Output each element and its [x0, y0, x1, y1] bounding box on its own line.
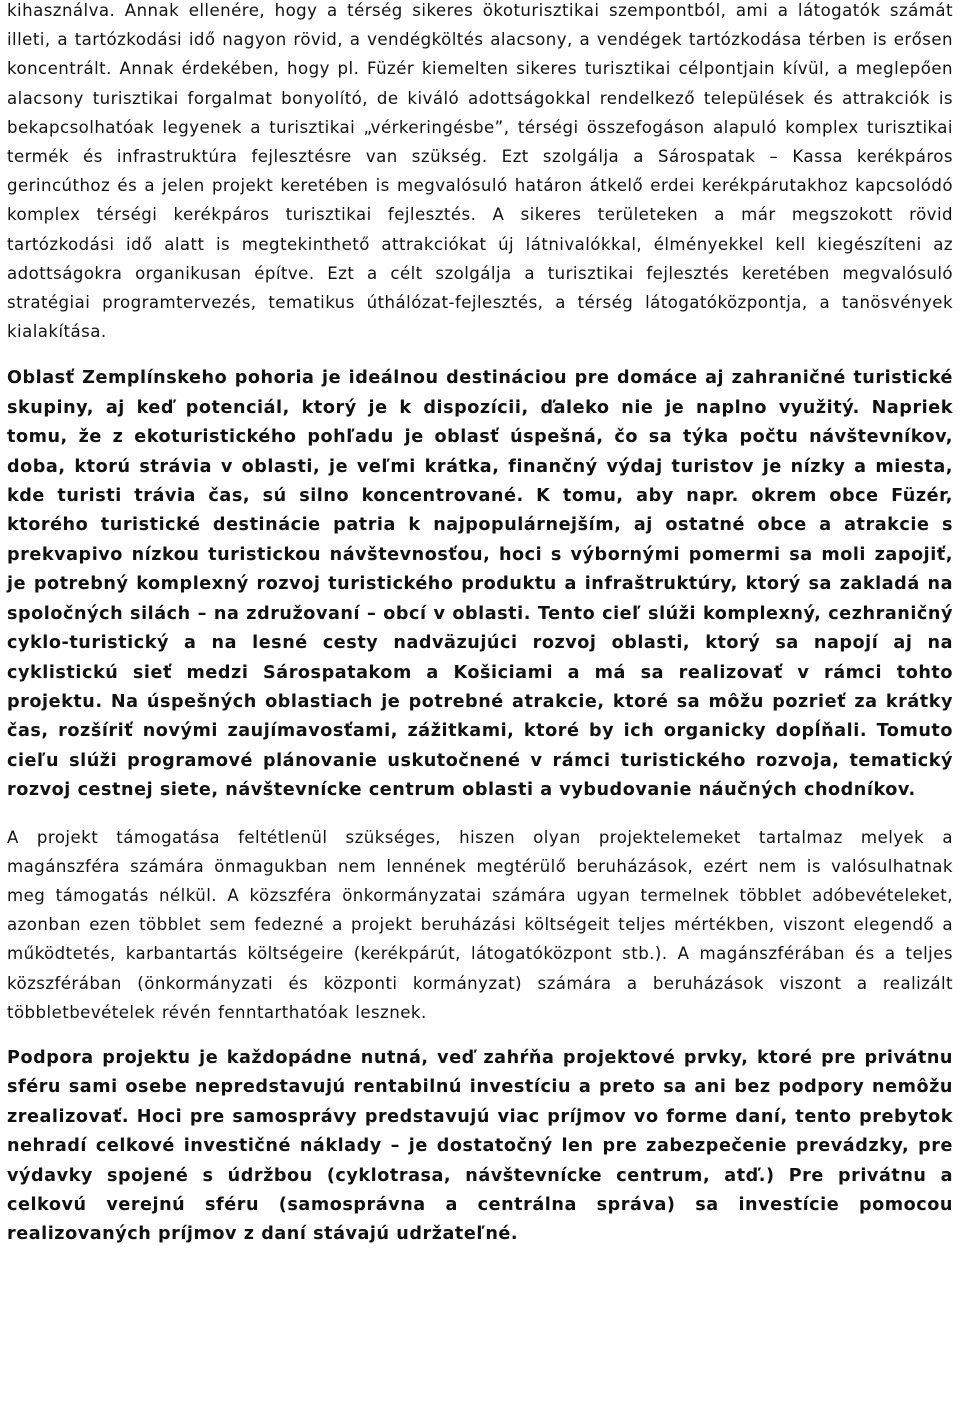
document-page [7, 0, 953, 1250]
paragraph-slovak-2: Podpora projektu je každopádne nutná, veď zahŕňa projektové prvky, ktoré pre privátnu sféru sami osebe nepredstavujú rentabilnú investíciu a preto sa ani bez podpory nemôžu zrealizovať. Hoci pre samosprávy predstavujú viac príjmov vo forme daní, tento prebytok nehradí celkové investičné náklady – je dostatočný len pre zabezpečenie prevádzky, pre výdavky spojené s údržbou (cyklotrasa, návštevnícke centrum, atď.) Pre privátnu a celkovú verejnú sféru (samosprávna a centrálna správa) sa investície pomocou realizovaných príjmov z daní stávajú udržateľné. [7, 1047, 953, 1245]
paragraph-hungarian-2: A projekt támogatása feltétlenül szükséges, hiszen olyan projektelemeket tartalmaz melyek a magánszféra számára önmagukban nem lennének megtérülő beruházások, ezért nem is valósulhatnak meg támogatás nélkül. A közszféra önkormányzatai számára ugyan termelnek többlet adóbevételeket, azonban ezen többlet sem fedezné a projekt beruházási költségeit teljes mértékben, viszont elegendő a működtetés, karbantartás költségeire (kerékpárút, látogatóközpont stb.). A magánszférában és a teljes közszférában (önkormányzati és központi kormányzat) számára a beruházások viszont a realizált többletbevételek révén fenntarthatóak lesznek. [7, 827, 953, 1022]
paragraph-hungarian-1: kihasználva. Annak ellenére, hogy a térség sikeres ökoturisztikai szempontból, ami a látogatók számát illeti, a tartózkodási idő nagyon rövid, a vendégköltés alacsony, a vendégek tartózkodása térben is erősen koncentrált. Annak érdekében, hogy pl. Füzér kiemelten sikeres turisztikai célpontjain kívül, a meglepően alacsony turisztikai forgalmat bonyolító, de kiváló adottságokkal rendelkező települések és attrakciók is bekapcsolhatóak legyenek a turisztikai „vérkeringésbe”, térségi összefogáson alapuló komplex turisztikai termék és infrastruktúra fejlesztésre van szükség. Ezt szolgálja a Sárospatak – Kassa kerékpáros gerincúthoz és a jelen projekt keretében is megvalósuló határon átkelő erdei kerékpárutakhoz kapcsolódó komplex térségi kerékpáros turisztikai fejlesztés. A sikeres területeken a már megszokott rövid tartózkodási idő alatt is megtekinthető attrakciókat új látnivalókkal, élményekkel kell kiegészíteni az adottságokra organikusan építve. Ezt a célt szolgálja a turisztikai fejlesztés keretében megvalósuló stratégiai programtervezés, tematikus úthálózat-fejlesztés, a térség látogatóközpontja, a tanösvények kialakítása. [7, 1, 953, 342]
paragraph-slovak-1: Oblasť Zemplínskeho pohoria je ideálnou destináciou pre domáce aj zahraničné turistické skupiny, aj keď potenciál, ktorý je k dispozícii, ďaleko nie je naplno využitý. Napriek tomu, že z ekoturistického pohľadu je oblasť úspešná, čo sa týka počtu návštevníkov, doba, ktorú strávia v oblasti, je veľmi krátka, finančný výdaj turistov je nízky a miesta, kde turisti trávia čas, sú silno koncentrované. K tomu, aby napr. okrem obce Füzér, ktorého turistické destinácie patria k najpopulárnejším, aj ostatné obce a atrakcie s prekvapivo nízkou turistickou návštevnosťou, hoci s výbornými pomermi sa moli zapojiť, je potrebný komplexný rozvoj turistického produktu a infraštruktúry, ktorý sa zakladá na spoločných silách – na združovaní – obcí v oblasti. Tento cieľ slúži komplexný, cezhraničný cyklo-turistický a na lesné cesty nadväzujúci rozvoj oblasti, ktorý sa napojí aj na cyklistickú sieť medzi Sárospatakom a Košiciami a má sa realizovať v rámci tohto projektu. Na úspešných oblastiach je potrebné atrakcie, ktoré sa môžu pozrieť za krátky čas, rozšíriť novými zaujímavosťami, zážitkami, ktoré by ich organicky dopĺňali. Tomuto cieľu slúži programové plánovanie uskutočnené v rámci turistického rozvoja, tematický rozvoj cestnej siete, návštevnícke centrum oblasti a vybudovanie náučných chodníkov. [7, 368, 953, 801]
